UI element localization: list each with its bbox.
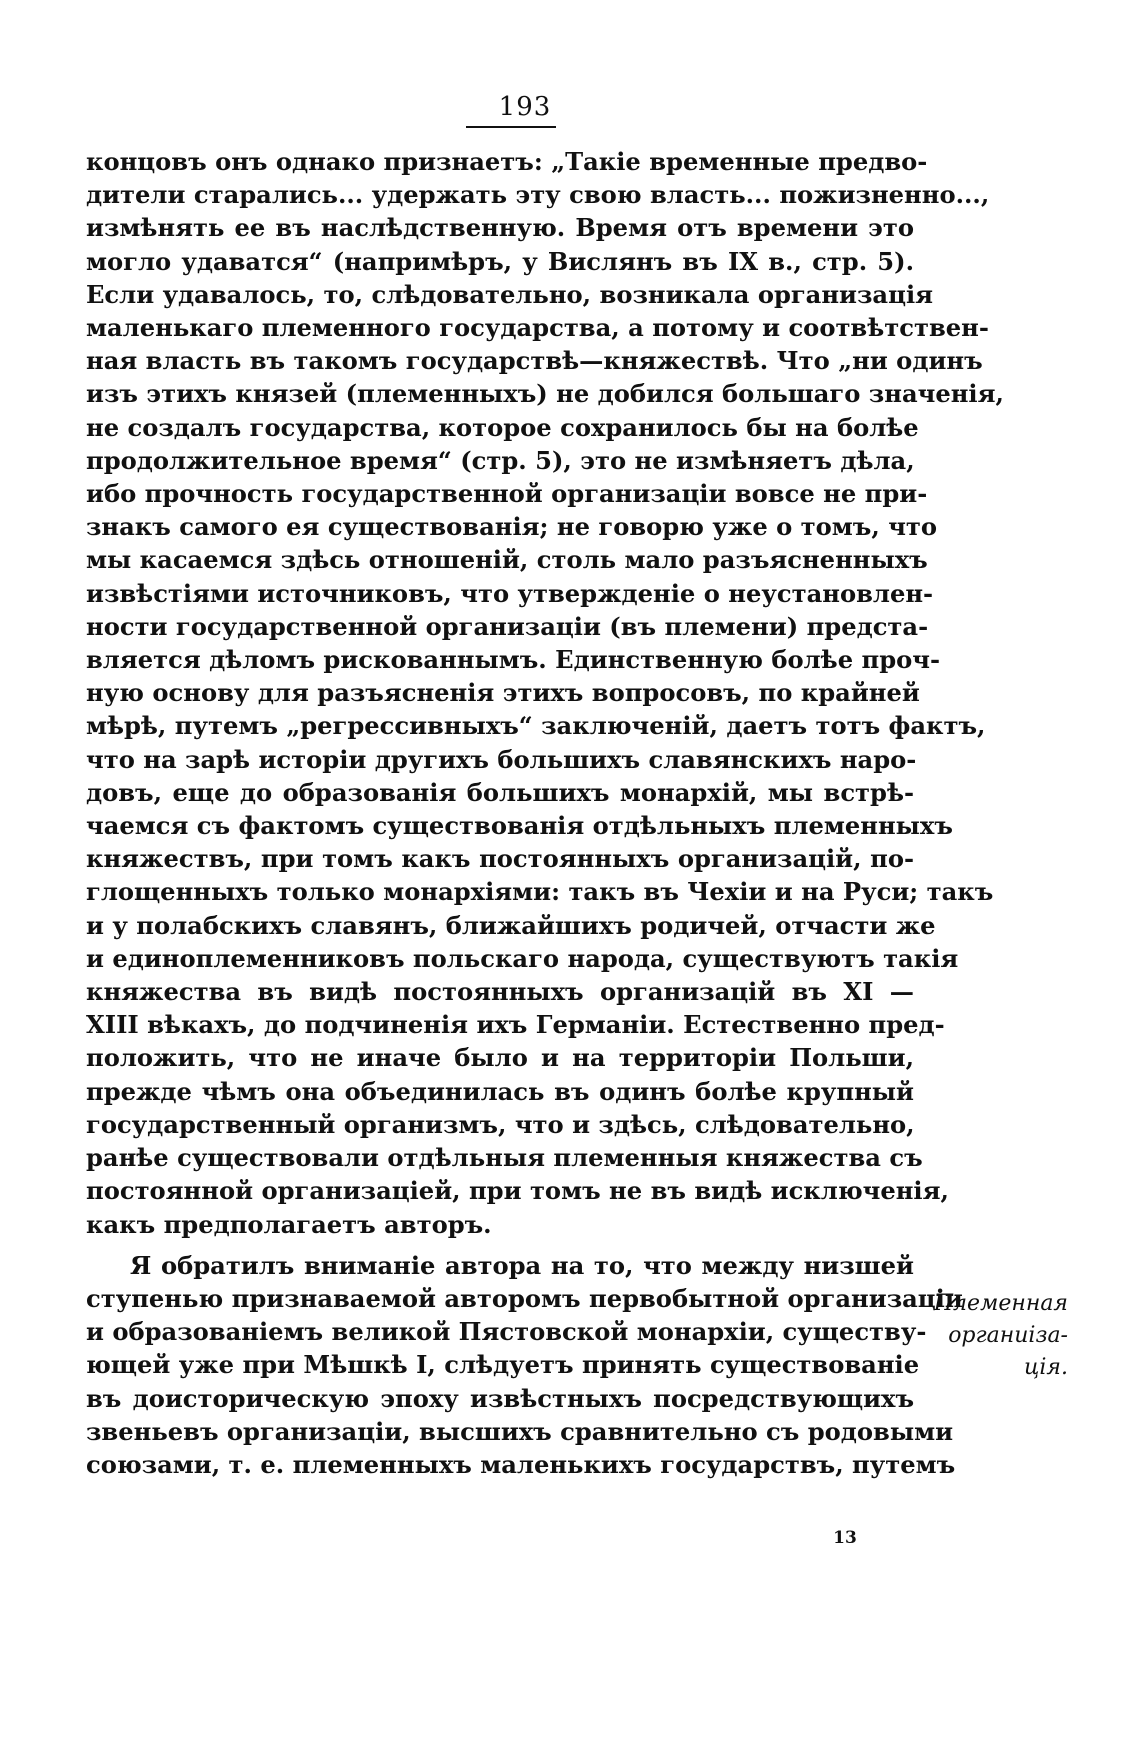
text-line: звеньевъ организаціи, высшихъ сравнительно съ родовыми: [86, 1416, 954, 1446]
signature-mark: [0, 1528, 1140, 1548]
text-line: изъ этихъ князей (племенныхъ) не добился большаго значенія,: [86, 379, 1004, 409]
text-line: княжествъ, при томъ какъ постоянныхъ организацій, по-: [86, 844, 914, 874]
text-line: глощенныхъ только монархіями: такъ въ Чехіи и на Руси; такъ: [86, 877, 994, 907]
text-line: прежде чѣмъ она объединилась въ одинъ болѣе крупный: [86, 1076, 914, 1106]
text-line: довъ, еще до образованія большихъ монархій, мы встрѣ-: [86, 777, 914, 807]
text-line: ющей уже при Мѣшкѣ I, слѣдуетъ принять существованіе: [86, 1350, 920, 1380]
text-line: извѣстіями источниковъ, что утвержденіе о неустановлен-: [86, 578, 934, 608]
text-line: ности государственной организаціи (въ племени) предста-: [86, 611, 929, 641]
marginal-note-line: ція.: [1024, 1355, 1068, 1380]
text-line: въ доисторическую эпоху извѣстныхъ посредствующихъ: [86, 1383, 914, 1413]
text-line: могло удаватся“ (напримѣръ, у Вислянъ въ IX в., стр. 5).: [86, 246, 914, 276]
text-line: что на зарѣ исторіи другихъ большихъ славянскихъ наро-: [86, 744, 917, 774]
paragraph-gap: [86, 1241, 914, 1249]
text-line: не создалъ государства, которое сохранилось бы на болѣе: [86, 412, 919, 442]
text-line: ступенью признаваемой авторомъ первобытной организаціи: [86, 1283, 963, 1313]
signature-number: 13: [833, 1528, 857, 1548]
text-line: чаемся съ фактомъ существованія отдѣльныхъ племенныхъ: [86, 811, 953, 841]
text-line: XIII вѣкахъ, до подчиненія ихъ Германіи. Естественно пред-: [86, 1010, 945, 1040]
text-line: мѣрѣ, путемъ „регрессивныхъ“ заключеній, даетъ тотъ фактъ,: [86, 711, 986, 741]
marginal-note-line: Племенная: [933, 1291, 1068, 1316]
text-line: какъ предполагаетъ авторъ.: [86, 1209, 492, 1239]
text-line: Если удавалось, то, слѣдовательно, возникала организація: [86, 279, 934, 309]
text-line: княжества въ видѣ постоянныхъ организацій въ XI —: [86, 977, 914, 1007]
text-line: ная власть въ такомъ государствѣ—княжествѣ. Что „ни одинъ: [86, 346, 983, 376]
paragraph-1: [86, 145, 1004, 1241]
text-line: Я обратилъ вниманіе автора на то, что между низшей: [130, 1250, 914, 1280]
text-line: мы касаемся здѣсь отношеній, столь мало разъясненныхъ: [86, 545, 928, 575]
paragraph-2: [86, 1249, 963, 1481]
marginal-note-line: органиіза-: [948, 1323, 1068, 1348]
text-line: вляется дѣломъ рискованнымъ. Единственную болѣе проч-: [86, 645, 940, 675]
text-line: маленькаго племенного государства, а потому и соотвѣтствен-: [86, 313, 989, 343]
text-line: союзами, т. е. племенныхъ маленькихъ государствъ, путемъ: [86, 1449, 956, 1479]
text-line: положить, что не иначе было и на территоріи Польши,: [86, 1043, 914, 1073]
text-line: и единоплеменниковъ польскаго народа, существуютъ такія: [86, 943, 959, 973]
text-line: знакъ самого ея существованія; не говорю уже о томъ, что: [86, 512, 938, 542]
text-line: продолжительное время“ (стр. 5), это не измѣняетъ дѣла,: [86, 445, 915, 475]
page-number: 193: [498, 92, 552, 122]
text-line: постоянной организаціей, при томъ не въ видѣ исключенія,: [86, 1176, 949, 1206]
text-line: ибо прочность государственной организаціи вовсе не при-: [86, 479, 928, 509]
page-number-rule: [466, 126, 556, 128]
text-line: концовъ онъ однако признаетъ: „Такіе временные предво-: [86, 147, 928, 176]
text-line: государственный организмъ, что и здѣсь, слѣдовательно,: [86, 1109, 915, 1139]
text-line: ранѣе существовали отдѣльныя племенныя княжества съ: [86, 1143, 923, 1173]
text-line: дители старались... удержать эту свою власть... пожизненно...,: [86, 180, 990, 210]
marginal-note: [928, 1288, 1068, 1384]
text-line: и образованіемъ великой Пястовской монархіи, существу-: [86, 1317, 927, 1347]
text-line: и у полабскихъ славянъ, ближайшихъ родичей, отчасти же: [86, 910, 936, 940]
text-line: измѣнять ее въ наслѣдственную. Время отъ времени это: [86, 213, 914, 243]
text-line: ную основу для разъясненія этихъ вопросовъ, по крайней: [86, 678, 920, 708]
